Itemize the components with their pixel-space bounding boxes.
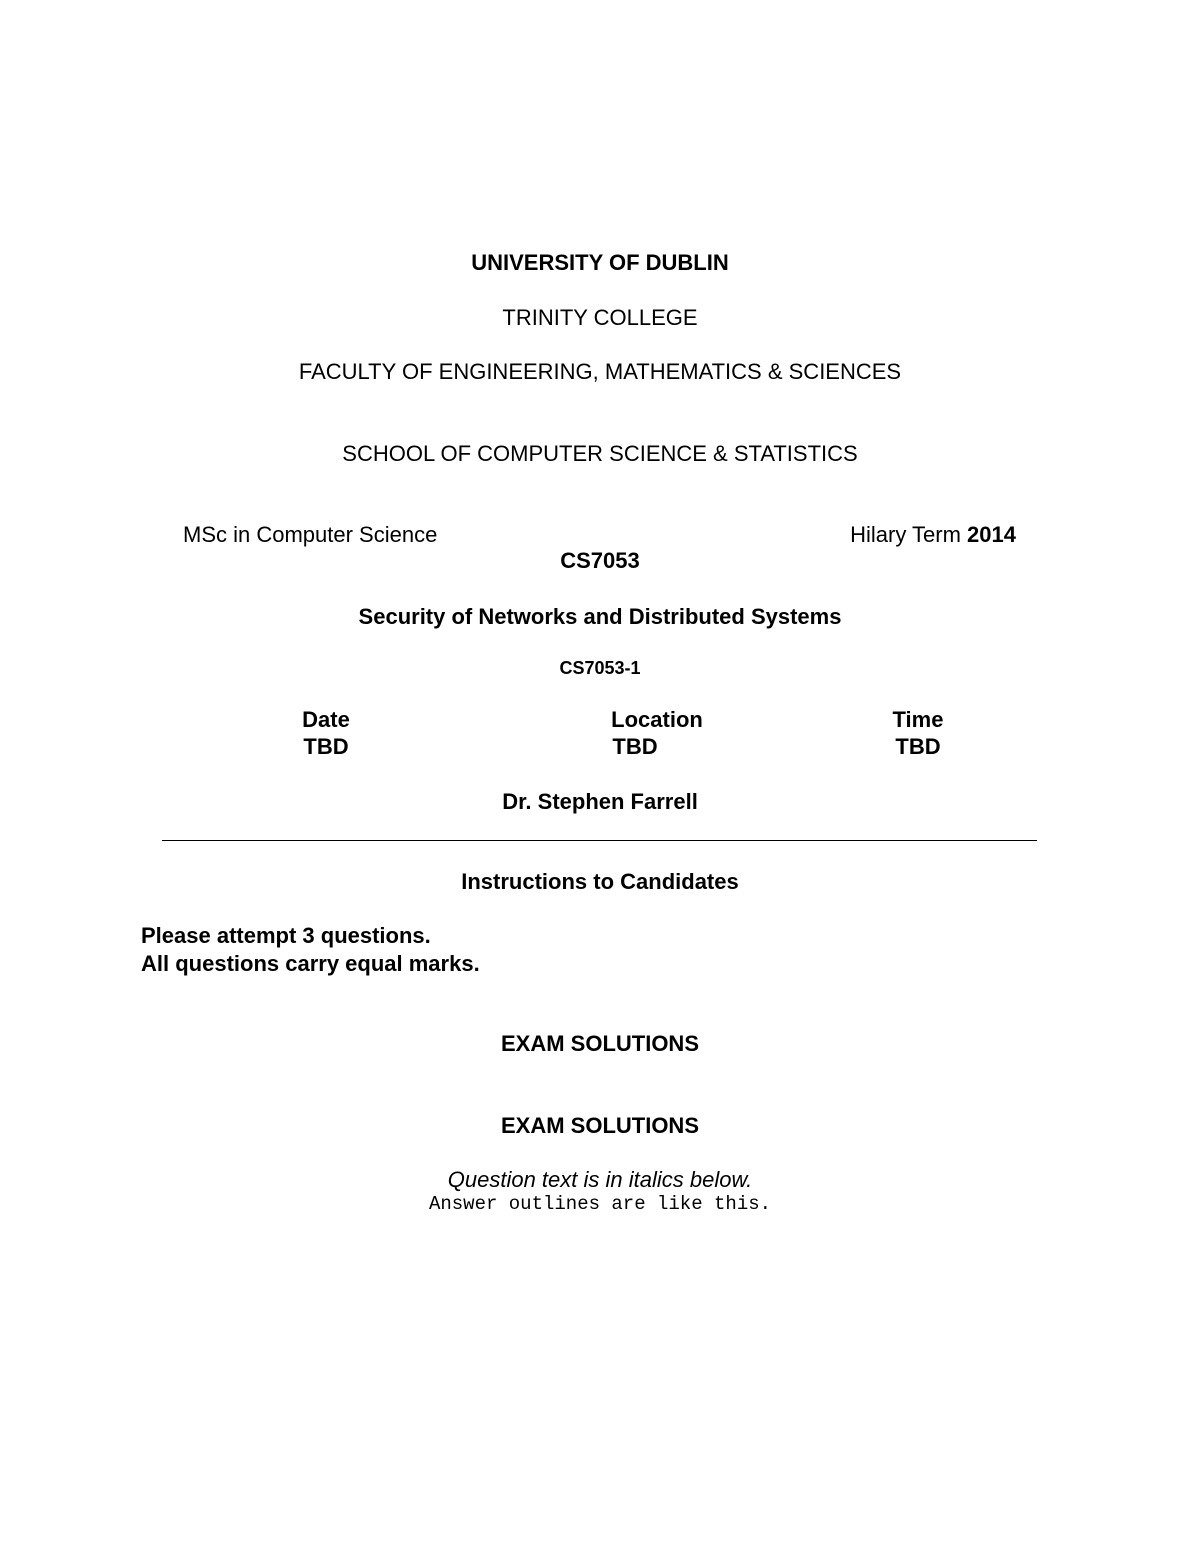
location-label: Location xyxy=(611,707,703,732)
instruction-line-2: All questions carry equal marks. xyxy=(141,951,480,976)
term-year: 2014 xyxy=(967,522,1016,547)
course-code: CS7053 xyxy=(560,548,640,573)
time-value: TBD xyxy=(895,734,941,759)
exam-solutions-label-2: EXAM SOLUTIONS xyxy=(500,1113,699,1138)
instructions-heading: Instructions to Candidates xyxy=(461,869,739,894)
college-name: TRINITY COLLEGE xyxy=(502,305,698,330)
programme-name: MSc in Computer Science xyxy=(183,522,438,547)
course-title: Security of Networks and Distributed Systems xyxy=(358,604,842,629)
italic-note: Question text is in italics below. xyxy=(447,1167,753,1192)
exam-term xyxy=(850,522,1016,548)
exam-solutions-label-1: EXAM SOLUTIONS xyxy=(500,1031,699,1056)
university-name: UNIVERSITY OF DUBLIN xyxy=(471,250,729,275)
paper-code: CS7053-1 xyxy=(559,658,641,678)
examiner-name: Dr. Stephen Farrell xyxy=(502,789,698,814)
monospace-note: Answer outlines are like this. xyxy=(428,1193,772,1215)
time-label: Time xyxy=(892,707,944,732)
school-name: SCHOOL OF COMPUTER SCIENCE & STATISTICS xyxy=(342,441,858,466)
instruction-line-1: Please attempt 3 questions. xyxy=(141,923,431,948)
date-label: Date xyxy=(302,707,350,732)
date-value: TBD xyxy=(303,734,349,759)
horizontal-divider xyxy=(162,840,1037,841)
term-label: Hilary Term xyxy=(850,522,961,547)
faculty-name: FACULTY OF ENGINEERING, MATHEMATICS & SCIENCES xyxy=(298,359,902,384)
location-value: TBD xyxy=(612,734,658,759)
